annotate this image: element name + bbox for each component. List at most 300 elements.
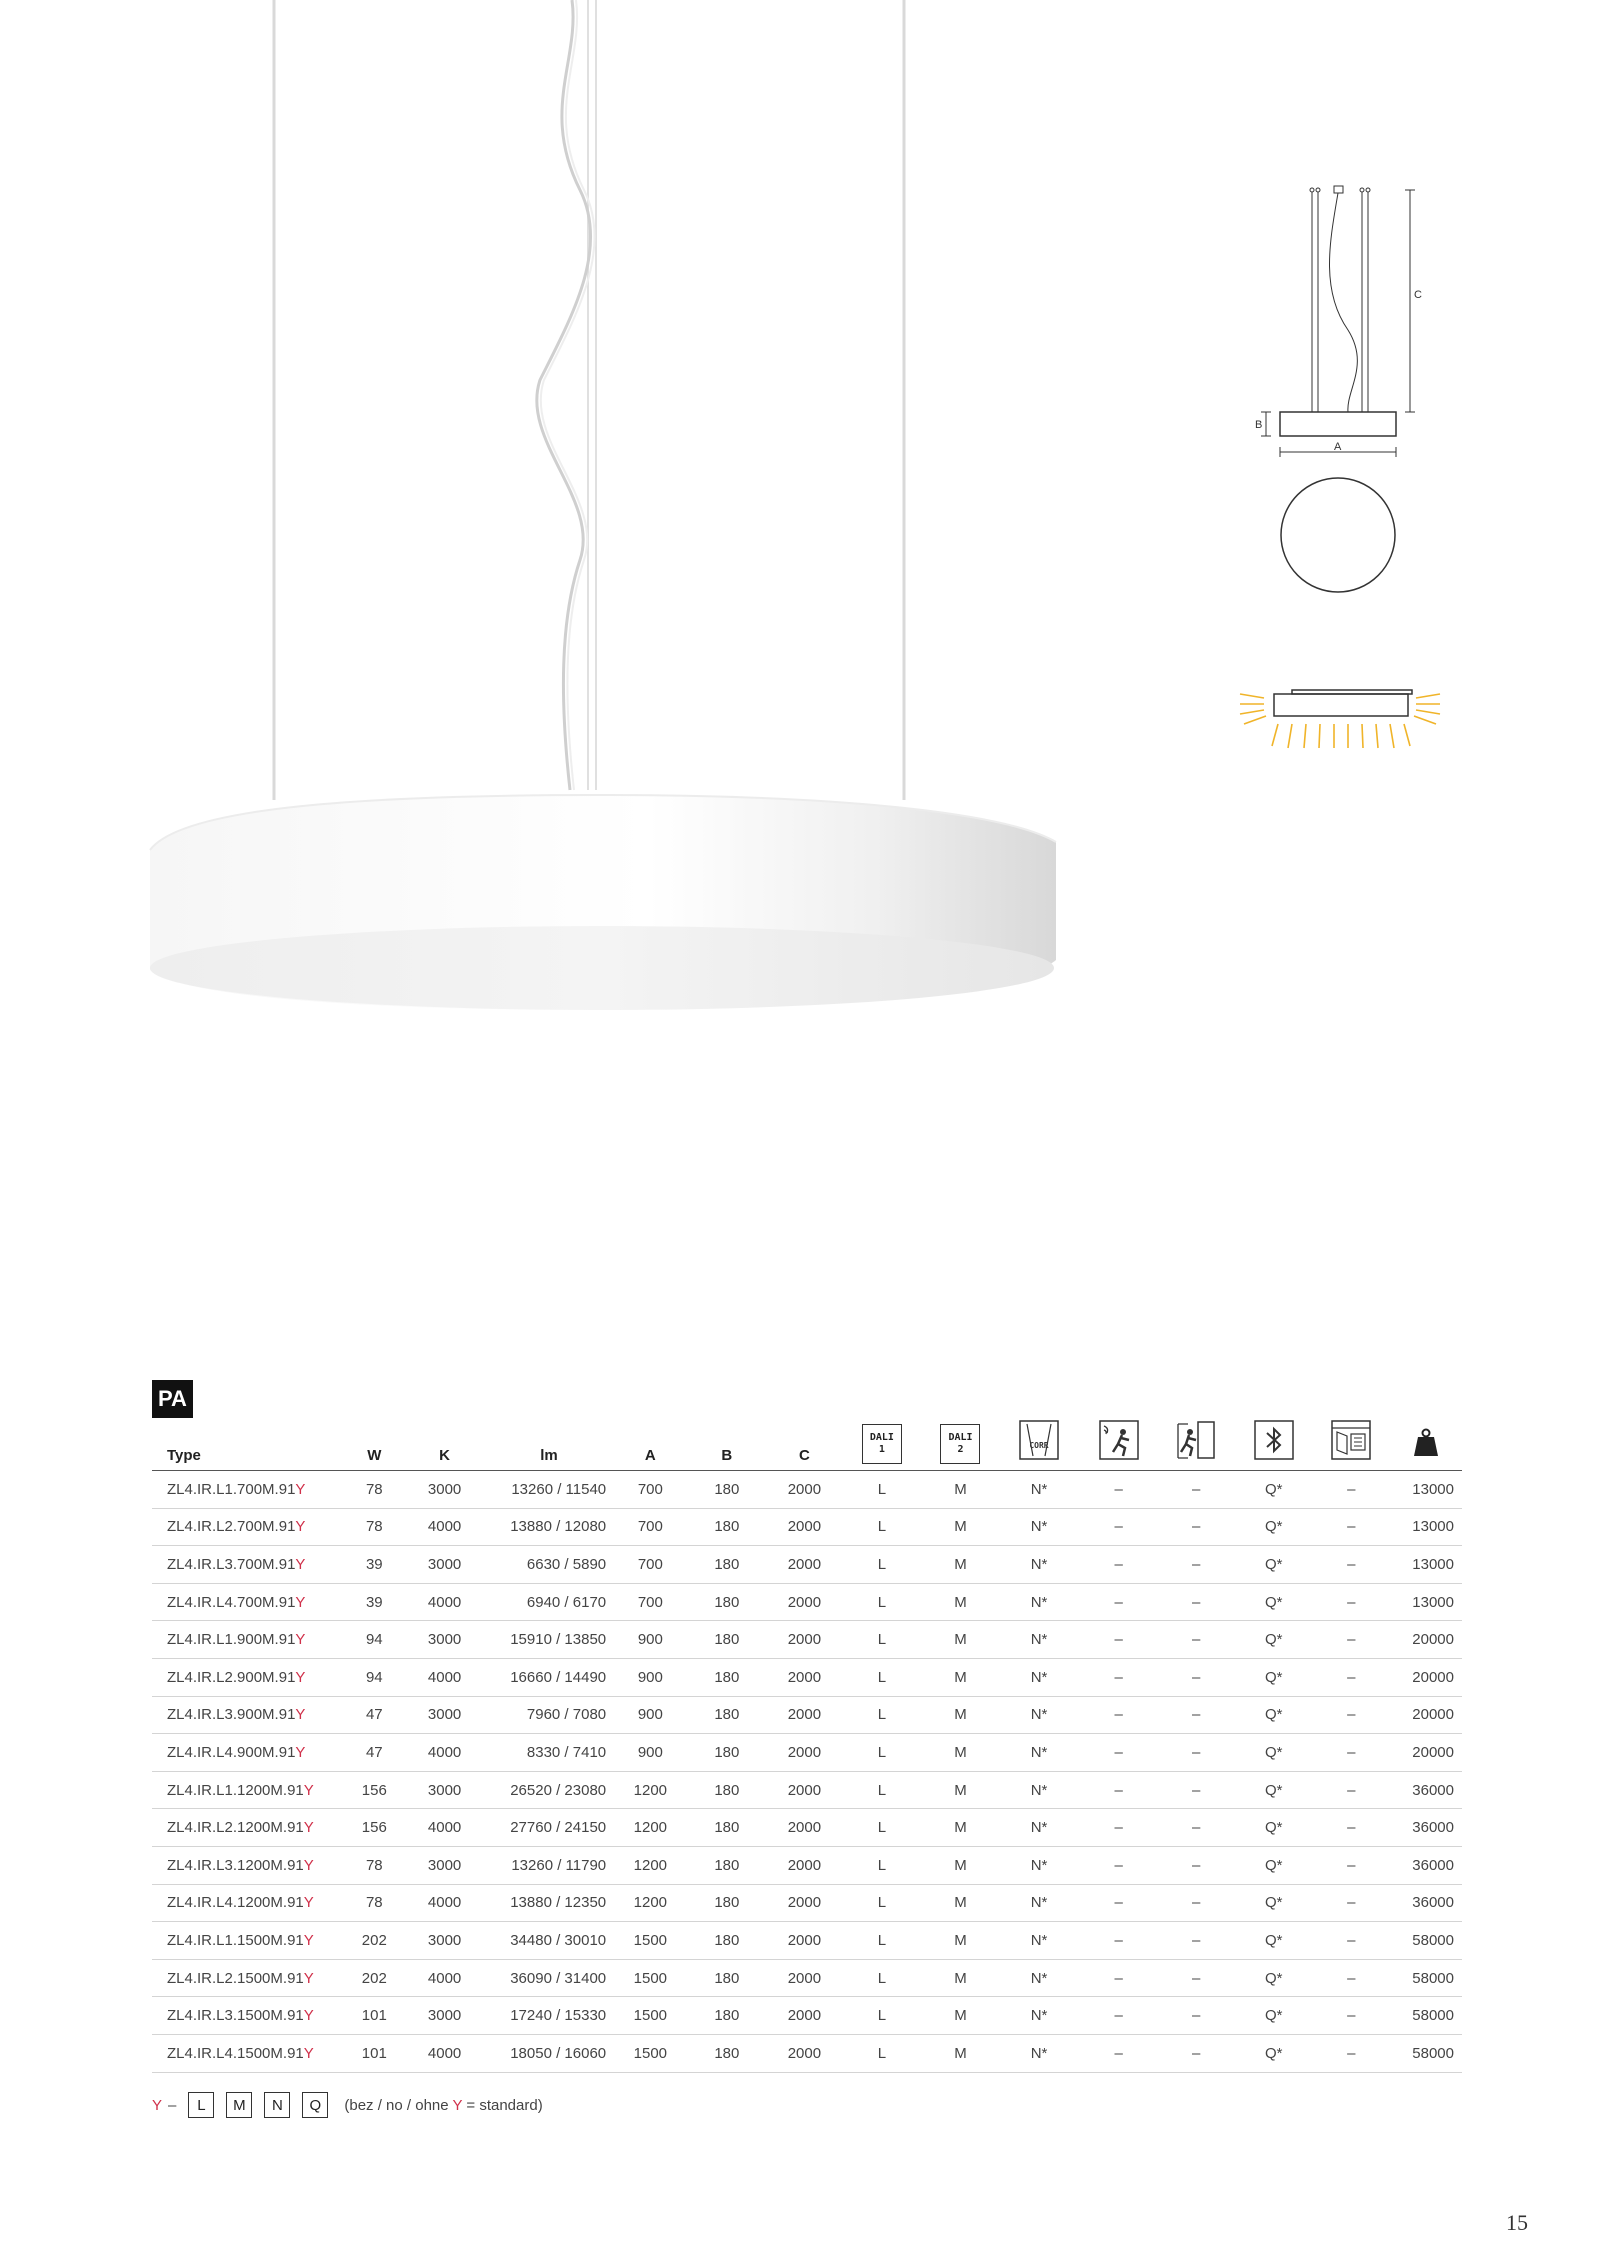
cell-lm: 15910 / 13850 (510, 1631, 607, 1649)
type-code: ZL4.IR.L1.1500M.91 (167, 1931, 304, 1949)
cell-weight: 20000 (1412, 1706, 1454, 1724)
cell-bluetooth: Q* (1264, 1819, 1283, 1837)
cell-lm: 13260 / 11540 (511, 1480, 607, 1498)
cell-k: 4000 (427, 1593, 462, 1611)
legend-note-prefix: (bez / no / ohne (344, 2096, 453, 2114)
cell-dali2: M (954, 1706, 967, 1724)
legend-note-y: Y (452, 2096, 463, 2114)
cell-b: 180 (714, 1969, 740, 1987)
cell-bluetooth: Q* (1264, 2007, 1283, 2025)
cell-sensor: – (1114, 1631, 1123, 1649)
cell-b: 180 (714, 1894, 740, 1912)
table-row (152, 1884, 1462, 1922)
cell-casambi: – (1347, 1743, 1356, 1761)
cell-type (152, 1997, 343, 2035)
cell-dali1: L (877, 2007, 887, 2025)
cell-dali1: L (877, 1518, 887, 1536)
cell-weight: 20000 (1412, 1631, 1454, 1649)
cell-k: 3000 (427, 1856, 462, 1874)
cell-k: 4000 (427, 1668, 462, 1686)
cell-c: 2000 (787, 1856, 822, 1874)
page-number: 15 (1506, 2210, 1528, 2235)
cell-w: 202 (361, 1931, 387, 1949)
cell-b: 180 (714, 1668, 740, 1686)
cell-bluetooth: Q* (1264, 1706, 1283, 1724)
cell-emergency: – (1192, 1856, 1201, 1874)
cell-dali1: L (877, 1668, 887, 1686)
cell-k: 3000 (427, 1706, 462, 1724)
type-suffix: Y (295, 1743, 306, 1761)
cell-lm: 17240 / 15330 (510, 2007, 607, 2025)
cell-dali2: M (954, 1668, 967, 1686)
legend-code-l: L (188, 2092, 214, 2118)
cell-weight: 58000 (1412, 1969, 1454, 1987)
cell-corr: N* (1030, 1593, 1048, 1611)
cell-sensor: – (1114, 1555, 1123, 1573)
table-row (152, 1734, 1462, 1772)
header-corr (999, 1420, 1080, 1471)
cell-corr: N* (1030, 1518, 1048, 1536)
cell-weight: 13000 (1412, 1555, 1454, 1573)
cell-dali2: M (954, 1894, 967, 1912)
cell-b: 180 (714, 1819, 740, 1837)
cell-type (152, 1959, 343, 1997)
cell-corr: N* (1030, 1856, 1048, 1874)
table-row (152, 2034, 1462, 2072)
dimension-label-b: B (1255, 419, 1263, 431)
cell-weight: 58000 (1412, 1931, 1454, 1949)
cell-dali2: M (954, 1819, 967, 1837)
cell-k: 3000 (427, 1931, 462, 1949)
cell-type (152, 1658, 343, 1696)
cell-lm: 13880 / 12350 (510, 1894, 607, 1912)
cell-b: 180 (714, 1593, 740, 1611)
header-b: B (687, 1420, 768, 1471)
cell-dali1: L (877, 1593, 887, 1611)
cell-bluetooth: Q* (1264, 1518, 1283, 1536)
cell-dali1: L (877, 1819, 887, 1837)
cell-sensor: – (1114, 1668, 1123, 1686)
cell-a: 1500 (633, 2007, 668, 2025)
cell-k: 3000 (427, 1480, 462, 1498)
cell-sensor: – (1114, 1969, 1123, 1987)
cell-casambi: – (1347, 2044, 1356, 2062)
cell-lm: 27760 / 24150 (510, 1819, 607, 1837)
cell-w: 39 (365, 1555, 383, 1573)
type-suffix: Y (295, 1518, 306, 1536)
cell-corr: N* (1030, 2007, 1048, 2025)
cell-sensor: – (1114, 1894, 1123, 1912)
header-k: K (405, 1420, 484, 1471)
cell-a: 700 (637, 1555, 663, 1573)
cell-c: 2000 (787, 1969, 822, 1987)
cell-casambi: – (1347, 1555, 1356, 1573)
cell-k: 4000 (427, 2044, 462, 2062)
cell-lm: 13260 / 11790 (511, 1856, 607, 1874)
table-row (152, 1959, 1462, 1997)
dali-2-icon (940, 1424, 980, 1464)
cell-emergency: – (1192, 1706, 1201, 1724)
cell-dali1: L (877, 1931, 887, 1949)
cell-type (152, 1471, 343, 1509)
legend-note-suffix: = standard) (462, 2096, 543, 2114)
cell-corr: N* (1030, 2044, 1048, 2062)
cell-emergency: – (1192, 1781, 1201, 1799)
cell-dali2: M (954, 1518, 967, 1536)
type-suffix: Y (303, 1931, 314, 1949)
cell-b: 180 (714, 1555, 740, 1573)
cell-c: 2000 (787, 1781, 822, 1799)
cell-emergency: – (1192, 2044, 1201, 2062)
cell-bluetooth: Q* (1264, 1555, 1283, 1573)
cell-dali1: L (877, 1856, 887, 1874)
type-code: ZL4.IR.L3.900M.91 (167, 1706, 296, 1724)
cell-dali1: L (877, 1480, 887, 1498)
cell-lm: 18050 / 16060 (510, 2044, 607, 2062)
cell-w: 101 (361, 2007, 387, 2025)
cell-b: 180 (714, 2007, 740, 2025)
cell-dali2: M (954, 1856, 967, 1874)
cell-c: 2000 (787, 1743, 822, 1761)
cell-sensor: – (1114, 1518, 1123, 1536)
cell-k: 4000 (427, 1743, 462, 1761)
type-suffix: Y (303, 1894, 314, 1912)
cell-bluetooth: Q* (1264, 1781, 1283, 1799)
cell-corr: N* (1030, 1931, 1048, 1949)
type-code: ZL4.IR.L4.1200M.91 (167, 1894, 304, 1912)
table-row (152, 1621, 1462, 1659)
cell-corr: N* (1030, 1743, 1048, 1761)
type-code: ZL4.IR.L2.1200M.91 (167, 1819, 304, 1837)
header-c: C (767, 1420, 841, 1471)
cell-sensor: – (1114, 1743, 1123, 1761)
cell-dali2: M (954, 1631, 967, 1649)
cell-weight: 36000 (1412, 1856, 1454, 1874)
cell-w: 156 (361, 1781, 387, 1799)
cell-type (152, 2034, 343, 2072)
cell-bluetooth: Q* (1264, 1743, 1283, 1761)
cell-a: 900 (637, 1668, 663, 1686)
header-bluetooth (1234, 1420, 1313, 1471)
cell-lm: 6630 / 5890 (526, 1555, 607, 1573)
cell-corr: N* (1030, 1631, 1048, 1649)
table-row (152, 1922, 1462, 1960)
cell-c: 2000 (787, 1931, 822, 1949)
emergency-exit-icon (1176, 1420, 1216, 1460)
header-type: Type (152, 1420, 343, 1471)
cell-k: 3000 (427, 1555, 462, 1573)
cell-w: 47 (365, 1706, 383, 1724)
cell-weight: 20000 (1412, 1743, 1454, 1761)
cell-dali2: M (954, 1593, 967, 1611)
cell-dali2: M (954, 2007, 967, 2025)
cell-weight: 36000 (1412, 1781, 1454, 1799)
cell-w: 78 (365, 1518, 383, 1536)
legend-code-m: M (226, 2092, 252, 2118)
cell-weight: 13000 (1412, 1518, 1454, 1536)
legend-code-q: Q (302, 2092, 328, 2118)
cell-emergency: – (1192, 1969, 1201, 1987)
cell-w: 156 (361, 1819, 387, 1837)
cell-casambi: – (1347, 2007, 1356, 2025)
cell-type (152, 1583, 343, 1621)
dali-2-icon-number: 2 (957, 1444, 964, 1455)
cell-w: 78 (365, 1894, 383, 1912)
cell-w: 94 (365, 1631, 383, 1649)
cell-casambi: – (1347, 1856, 1356, 1874)
cell-type (152, 1621, 343, 1659)
cell-b: 180 (714, 2044, 740, 2062)
cell-bluetooth: Q* (1264, 2044, 1283, 2062)
dali-2-icon-label: DALI (948, 1432, 973, 1443)
type-suffix: Y (295, 1480, 306, 1498)
cell-casambi: – (1347, 1518, 1356, 1536)
table-row (152, 1471, 1462, 1509)
header-a: A (614, 1420, 686, 1471)
cell-dali2: M (954, 1931, 967, 1949)
cell-c: 2000 (787, 1819, 822, 1837)
cell-a: 900 (637, 1631, 663, 1649)
cell-emergency: – (1192, 1480, 1201, 1498)
cell-a: 1200 (633, 1781, 668, 1799)
cell-k: 4000 (427, 1819, 462, 1837)
cell-corr: N* (1030, 1480, 1048, 1498)
cell-bluetooth: Q* (1264, 1593, 1283, 1611)
specification-table (152, 1420, 1462, 2073)
header-dali1 (842, 1420, 923, 1471)
cell-weight: 58000 (1412, 2007, 1454, 2025)
cell-bluetooth: Q* (1264, 1931, 1283, 1949)
cell-b: 180 (714, 1743, 740, 1761)
cell-type (152, 1922, 343, 1960)
table-body (152, 1471, 1462, 2073)
cell-a: 1500 (633, 2044, 668, 2062)
header-emergency (1158, 1420, 1235, 1471)
cell-emergency: – (1192, 1819, 1201, 1837)
cell-emergency: – (1192, 2007, 1201, 2025)
cell-lm: 8330 / 7410 (526, 1743, 607, 1761)
type-suffix: Y (295, 1668, 306, 1686)
cell-lm: 34480 / 30010 (510, 1931, 607, 1949)
dali-1-icon-label: DALI (869, 1432, 894, 1443)
type-suffix: Y (303, 2007, 314, 2025)
cell-weight: 13000 (1412, 1593, 1454, 1611)
type-suffix: Y (303, 1969, 314, 1987)
cell-a: 1500 (633, 1931, 668, 1949)
cell-c: 2000 (787, 1518, 822, 1536)
cell-corr: N* (1030, 1706, 1048, 1724)
cell-k: 3000 (427, 1781, 462, 1799)
cell-type (152, 1546, 343, 1584)
cell-type (152, 1696, 343, 1734)
cell-b: 180 (714, 1480, 740, 1498)
bluetooth-icon (1254, 1420, 1294, 1460)
cell-c: 2000 (787, 1668, 822, 1686)
cell-casambi: – (1347, 1706, 1356, 1724)
cell-a: 700 (637, 1480, 663, 1498)
type-code: ZL4.IR.L2.700M.91 (167, 1518, 296, 1536)
table-row (152, 1658, 1462, 1696)
table-row (152, 1997, 1462, 2035)
cell-k: 3000 (427, 1631, 462, 1649)
cell-emergency: – (1192, 1931, 1201, 1949)
cell-type (152, 1884, 343, 1922)
cell-c: 2000 (787, 1555, 822, 1573)
cell-weight: 20000 (1412, 1668, 1454, 1686)
cell-a: 1500 (633, 1969, 668, 1987)
cell-b: 180 (714, 1931, 740, 1949)
cell-type (152, 1508, 343, 1546)
type-suffix: Y (303, 2044, 314, 2062)
cell-bluetooth: Q* (1264, 1480, 1283, 1498)
cell-lm: 26520 / 23080 (510, 1781, 607, 1799)
cell-type (152, 1771, 343, 1809)
light-distribution-icon (1230, 680, 1450, 760)
cell-emergency: – (1192, 1593, 1201, 1611)
cell-c: 2000 (787, 1706, 822, 1724)
type-code: ZL4.IR.L1.1200M.91 (167, 1781, 304, 1799)
cell-corr: N* (1030, 1894, 1048, 1912)
cell-a: 900 (637, 1743, 663, 1761)
cell-weight: 36000 (1412, 1819, 1454, 1837)
cell-w: 78 (365, 1480, 383, 1498)
cell-lm: 7960 / 7080 (526, 1706, 607, 1724)
table-row (152, 1546, 1462, 1584)
legend (152, 2092, 543, 2118)
corridor-icon (1019, 1420, 1059, 1460)
pa-badge: PA (152, 1380, 193, 1418)
cell-dali1: L (877, 1894, 887, 1912)
header-casambi (1313, 1420, 1390, 1471)
type-code: ZL4.IR.L4.700M.91 (167, 1593, 296, 1611)
type-suffix: Y (303, 1856, 314, 1874)
cell-casambi: – (1347, 1819, 1356, 1837)
corridor-icon-label: CORR (1029, 1441, 1049, 1450)
cell-sensor: – (1114, 1856, 1123, 1874)
cell-corr: N* (1030, 1668, 1048, 1686)
cell-emergency: – (1192, 1555, 1201, 1573)
cell-b: 180 (714, 1518, 740, 1536)
cell-sensor: – (1114, 1706, 1123, 1724)
cell-casambi: – (1347, 1781, 1356, 1799)
cell-bluetooth: Q* (1264, 1631, 1283, 1649)
cell-b: 180 (714, 1706, 740, 1724)
cell-bluetooth: Q* (1264, 1668, 1283, 1686)
cell-lm: 16660 / 14490 (510, 1668, 607, 1686)
cell-dali1: L (877, 1781, 887, 1799)
dimension-label-a: A (1334, 441, 1342, 453)
cell-type (152, 1809, 343, 1847)
cell-c: 2000 (787, 2044, 822, 2062)
cell-a: 1200 (633, 1894, 668, 1912)
cell-sensor: – (1114, 1931, 1123, 1949)
cell-dali1: L (877, 1706, 887, 1724)
cell-c: 2000 (787, 1593, 822, 1611)
cell-sensor: – (1114, 1781, 1123, 1799)
cell-a: 900 (637, 1706, 663, 1724)
type-code: ZL4.IR.L3.1500M.91 (167, 2007, 304, 2025)
cell-corr: N* (1030, 1819, 1048, 1837)
table-row (152, 1696, 1462, 1734)
cell-a: 700 (637, 1593, 663, 1611)
cell-w: 101 (361, 2044, 387, 2062)
type-code: ZL4.IR.L4.900M.91 (167, 1743, 296, 1761)
cell-type (152, 1734, 343, 1772)
cell-emergency: – (1192, 1894, 1201, 1912)
cell-corr: N* (1030, 1781, 1048, 1799)
dali-1-icon-number: 1 (878, 1444, 885, 1455)
cell-weight: 36000 (1412, 1894, 1454, 1912)
cell-c: 2000 (787, 1631, 822, 1649)
cell-dali1: L (877, 1555, 887, 1573)
dali-1-icon (862, 1424, 902, 1464)
cell-type (152, 1846, 343, 1884)
cell-casambi: – (1347, 1894, 1356, 1912)
cell-w: 47 (365, 1743, 383, 1761)
cell-casambi: – (1347, 1931, 1356, 1949)
weight-icon (1406, 1420, 1446, 1460)
header-lm: lm (484, 1420, 614, 1471)
cell-dali1: L (877, 1631, 887, 1649)
header-dali2 (922, 1420, 999, 1471)
header-sensor (1079, 1420, 1158, 1471)
type-code: ZL4.IR.L4.1500M.91 (167, 2044, 304, 2062)
cell-casambi: – (1347, 1593, 1356, 1611)
cell-sensor: – (1114, 1819, 1123, 1837)
cell-lm: 6940 / 6170 (526, 1593, 607, 1611)
type-suffix: Y (295, 1631, 306, 1649)
type-code: ZL4.IR.L3.1200M.91 (167, 1856, 304, 1874)
specification-table-section (152, 1380, 1462, 2073)
cell-dali2: M (954, 1781, 967, 1799)
cell-casambi: – (1347, 1631, 1356, 1649)
cell-dali2: M (954, 1743, 967, 1761)
legend-dash: – (168, 2096, 177, 2114)
cell-weight: 13000 (1412, 1480, 1454, 1498)
legend-note (344, 2097, 542, 2114)
cell-w: 78 (365, 1856, 383, 1874)
cell-dali2: M (954, 1969, 967, 1987)
cell-w: 94 (365, 1668, 383, 1686)
cell-emergency: – (1192, 1743, 1201, 1761)
control-module-icon (1331, 1420, 1371, 1460)
cell-weight: 58000 (1412, 2044, 1454, 2062)
legend-code-n: N (264, 2092, 290, 2118)
cell-casambi: – (1347, 1480, 1356, 1498)
type-suffix: Y (295, 1593, 306, 1611)
cell-lm: 36090 / 31400 (510, 1969, 607, 1987)
type-suffix: Y (303, 1781, 314, 1799)
cell-lm: 13880 / 12080 (510, 1518, 607, 1536)
header-weight (1390, 1420, 1462, 1471)
cell-emergency: – (1192, 1518, 1201, 1536)
dimension-label-c: C (1414, 289, 1422, 301)
type-code: ZL4.IR.L1.700M.91 (167, 1480, 296, 1498)
cell-emergency: – (1192, 1631, 1201, 1649)
cell-sensor: – (1114, 2007, 1123, 2025)
cell-w: 202 (361, 1969, 387, 1987)
cell-c: 2000 (787, 1894, 822, 1912)
product-photo (140, 0, 1080, 1020)
cell-k: 4000 (427, 1969, 462, 1987)
type-suffix: Y (303, 1819, 314, 1837)
table-row (152, 1771, 1462, 1809)
cell-corr: N* (1030, 1969, 1048, 1987)
legend-y: Y (152, 2096, 163, 2114)
table-header-row (152, 1420, 1462, 1471)
cell-casambi: – (1347, 1668, 1356, 1686)
cell-b: 180 (714, 1781, 740, 1799)
